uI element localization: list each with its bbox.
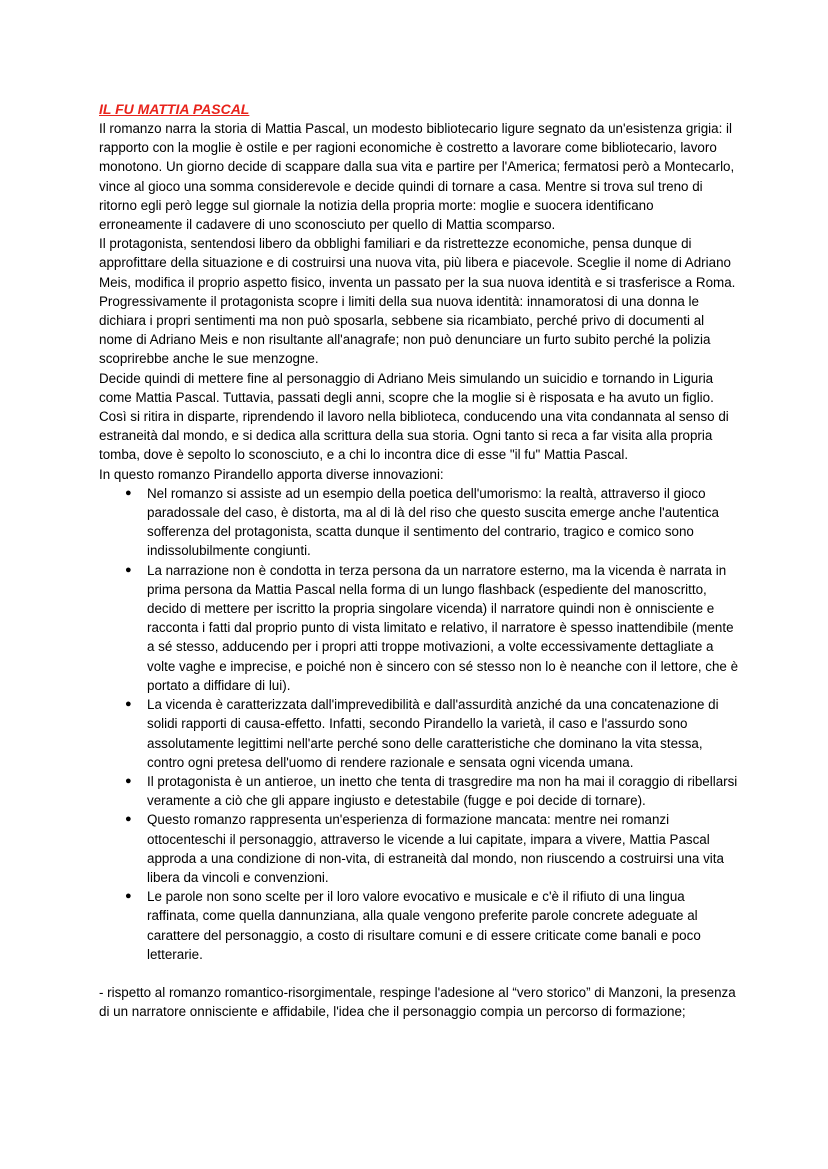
innovations-list — [99, 484, 739, 964]
bullet-icon: ● — [125, 890, 132, 903]
list-item — [123, 561, 739, 695]
list-item — [123, 887, 739, 964]
closing-paragraph: - rispetto al romanzo romantico-risorgimentale, respinge l'adesione al “vero storico” di Manzoni, la presenza di un narratore onnisciente e affidabile, l'idea che il personaggio compia un percorso di formazione; — [99, 984, 736, 1020]
list-item-text: Questo romanzo rappresenta un'esperienza di formazione mancata: mentre nei romanzi ottocenteschi il personaggio, attraverso le vicende a lui capitate, impara a vivere, Mattia Pascal approda a una condizione di non-vita, di estraneità dal mondo, non riuscendo a costruirsi una vita libera da vincoli e convenzioni. — [147, 812, 724, 885]
bullet-icon: ● — [125, 486, 132, 499]
document-page — [99, 99, 739, 1021]
bullet-icon: ● — [125, 774, 132, 787]
list-item-text: Nel romanzo si assiste ad un esempio della poetica dell'umorismo: la realtà, attraverso il gioco paradossale del caso, è distorta, ma al di là del riso che questo suscita emerge anche l'autentica sofferenza del protagonista, scatta dunque il sentimento del contrario, tragico e comico sono indissolubilmente congiunti. — [147, 485, 719, 559]
bullet-icon: ● — [125, 813, 132, 826]
list-item — [123, 772, 739, 810]
list-item — [123, 695, 739, 772]
list-item-text: Il protagonista è un antieroe, un inetto che tenta di trasgredire ma non ha mai il coraggio di ribellarsi veramente a ciò che gli appare ingiusto e detestabile (fugge e poi decide di tornare). — [147, 773, 738, 809]
list-item — [123, 810, 739, 887]
page-title: IL FU MATTIA PASCAL — [99, 101, 250, 117]
paragraph-innovations-intro: In questo romanzo Pirandello apporta diverse innovazioni: — [99, 466, 444, 482]
bullet-icon: ● — [125, 698, 132, 711]
list-item-text: Le parole non sono scelte per il loro valore evocativo e musicale e c'è il rifiuto di una lingua raffinata, come quella dannunziana, alla quale vengono preferite parole concrete adeguate al carattere del personaggio, a costo di risultare comuni e di essere criticate come banali e poco letterarie. — [147, 889, 701, 962]
paragraph-plot-intro: Il romanzo narra la storia di Mattia Pascal, un modesto bibliotecario ligure segnato da un'esistenza grigia: il rapporto con la moglie è ostile e per ragioni economiche è costretto a lavorare come bibliotecario, lavoro monotono. Un giorno decide di scappare dalla sua vita e partire per l'America; fermatosi però a Montecarlo, vince al gioco una somma considerevole e decide quindi di tornare a casa. Mentre si trova sul treno di ritorno egli però legge sul giornale la notizia della propria morte: moglie e suocera identificano erroneamente il cadavere di uno sconosciuto per quello di Mattia scomparso. — [99, 121, 735, 233]
paragraph-adriano-meis: Il protagonista, sentendosi libero da obblighi familiari e da ristrettezze economiche, pensa dunque di approfittare della situazione e di costruirsi una nuova vita, più libera e piacevole. Sceglie il nome di Adriano Meis, modifica il proprio aspetto fisico, inventa un passato per la sua nuova identità e si trasferisce a Roma. Progressivamente il protagonista scopre i limiti della sua nuova identità: innamoratosi di una donna le dichiara i propri sentimenti ma non può sposarla, sebbene sia ricambiato, perché privo di documenti al nome di Adriano Meis e non risultante all'anagrafe; non può denunciare un furto subito perché la polizia scoprirebbe anche le sue menzogne. — [99, 236, 736, 367]
paragraph-return: Decide quindi di mettere fine al personaggio di Adriano Meis simulando un suicidio e tornando in Liguria come Mattia Pascal. Tuttavia, passati degli anni, scopre che la moglie si è risposata e ha avuto un figlio. Così si ritira in disparte, riprendendo il lavoro nella biblioteca, conducendo una vita condannata al senso di estraneità dal mondo, e si dedica alla scrittura della sua storia. Ogni tanto si reca a far visita alla propria tomba, dove è sepolto lo sconosciuto, e a chi lo incontra dice di esse "il fu" Mattia Pascal. — [99, 370, 729, 463]
bullet-icon: ● — [125, 563, 132, 576]
list-item — [123, 484, 739, 561]
list-item-text: La narrazione non è condotta in terza persona da un narratore esterno, ma la vicenda è narrata in prima persona da Mattia Pascal nella forma di un lungo flashback (espediente del manoscritto, decido di mettere per iscritto la propria singolare vicenda) il narratore quindi non è onnisciente e racconta i fatti dal proprio punto di vista limitato e relativo, il narratore è spesso inattendibile (mente a sé stesso, adducendo per i propri atti troppe motivazioni, a volte eccessivamente dettagliate a volte vaghe e imprecise, e poiché non è sincero con sé stesso non lo è neanche con il lettore, che è portato a diffidare di lui). — [147, 562, 739, 693]
list-item-text: La vicenda è caratterizzata dall'imprevedibilità e dall'assurdità anziché da una concatenazione di solidi rapporti di causa-effetto. Infatti, secondo Pirandello la varietà, il caso e l'assurdo sono assolutamente legittimi nell'arte perché sono delle caratteristiche che dominano la vita stessa, contro ogni pretesa dell'uomo di rendere razionale e sensata ogni vicenda umana. — [147, 697, 719, 770]
